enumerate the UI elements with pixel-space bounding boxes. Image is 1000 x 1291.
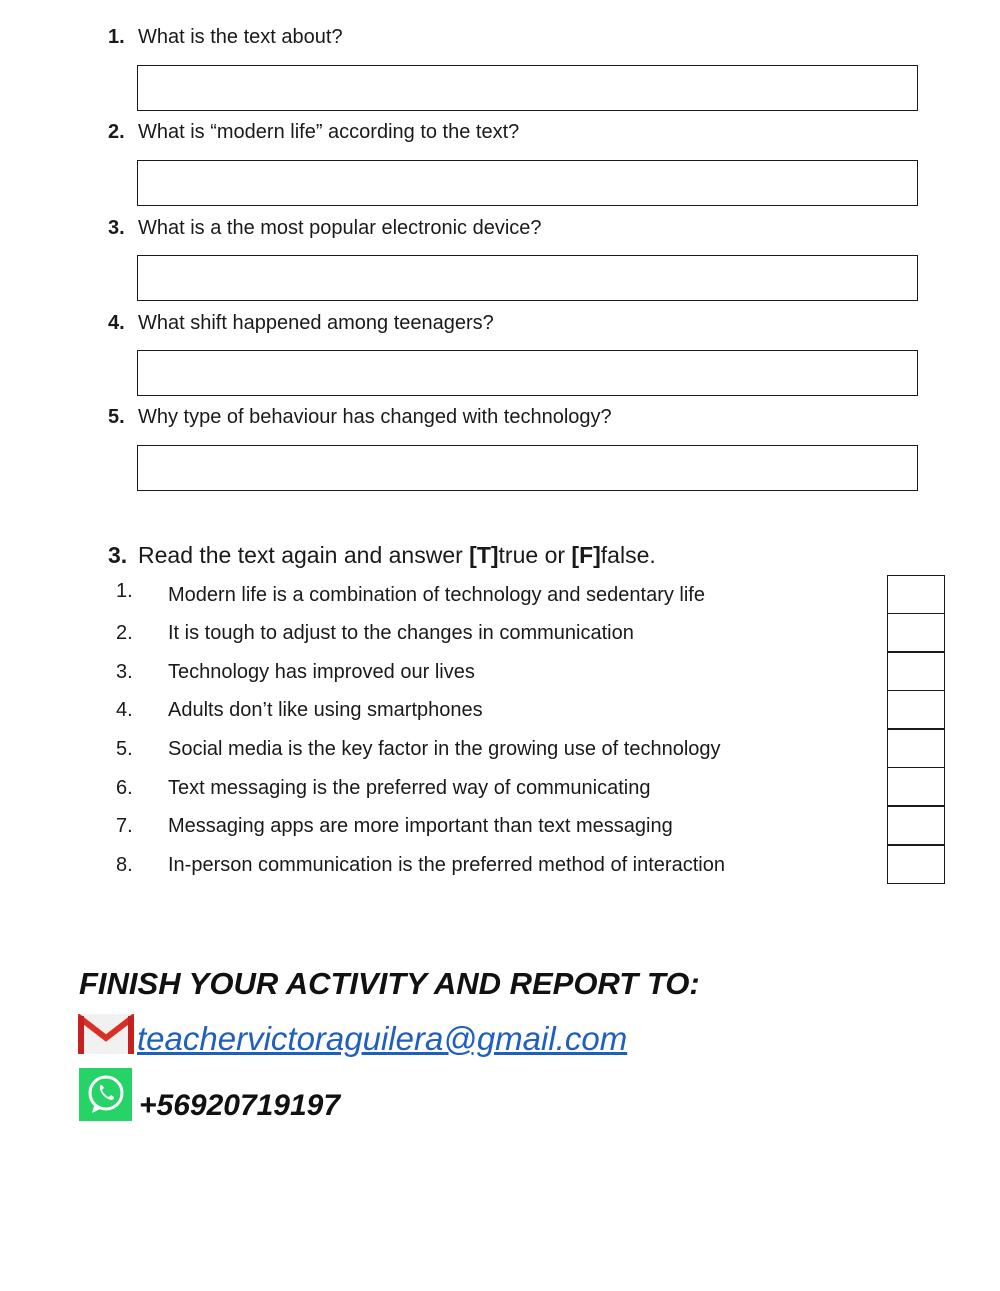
statement-row: [116, 699, 483, 722]
question-5: [108, 406, 612, 429]
tf-answer-box-3[interactable]: [887, 652, 945, 691]
question-2: [108, 121, 519, 144]
statement-number: 8.: [116, 854, 133, 876]
statement-text: It is tough to adjust to the changes in communication: [168, 622, 634, 644]
statement-row: [116, 777, 650, 800]
statement-text: Modern life is a combination of technology and sedentary life: [168, 584, 705, 606]
statement-number: 4.: [116, 699, 133, 721]
statement-row: [116, 854, 725, 877]
heading-text-after: false.: [600, 542, 656, 568]
false-marker: [F]: [571, 542, 601, 568]
section-heading: [108, 542, 656, 569]
answer-box-2[interactable]: [137, 160, 918, 206]
question-number: 5.: [108, 406, 125, 428]
tf-answer-box-5[interactable]: [887, 729, 945, 768]
statement-row: [116, 622, 634, 645]
heading-text-mid: true or: [498, 542, 572, 568]
tf-answer-box-4[interactable]: [887, 690, 945, 729]
tf-answer-box-1[interactable]: [887, 575, 945, 614]
section-number: 3.: [108, 542, 128, 568]
question-3: [108, 217, 542, 240]
question-text: What shift happened among teenagers?: [138, 312, 494, 334]
heading-text-before: Read the text again and answer: [138, 542, 470, 568]
statement-text: Text messaging is the preferred way of communicating: [168, 777, 651, 799]
question-number: 1.: [108, 26, 125, 48]
statement-number: 7.: [116, 815, 133, 837]
tf-answer-box-6[interactable]: [887, 767, 945, 806]
statement-number: 2.: [116, 622, 133, 644]
answer-box-3[interactable]: [137, 255, 918, 301]
statement-text: Messaging apps are more important than text messaging: [168, 815, 673, 837]
statement-text: In-person communication is the preferred method of interaction: [168, 854, 725, 876]
statement-text: Technology has improved our lives: [168, 661, 475, 683]
question-text: What is “modern life” according to the text?: [138, 121, 520, 143]
question-1: [108, 26, 343, 49]
finish-instruction: FINISH YOUR ACTIVITY AND REPORT TO:: [79, 966, 700, 1001]
statement-number: 1.: [116, 580, 133, 602]
tf-answer-box-8[interactable]: [887, 845, 945, 884]
question-4: [108, 312, 494, 335]
phone-number: +56920719197: [139, 1089, 341, 1122]
gmail-icon: [78, 1014, 134, 1054]
statement-text: Adults don’t like using smartphones: [168, 699, 483, 721]
true-marker: [T]: [469, 542, 499, 568]
answer-box-4[interactable]: [137, 350, 918, 396]
question-text: What is the text about?: [138, 26, 343, 48]
question-number: 3.: [108, 217, 125, 239]
statement-row: [116, 580, 705, 606]
tf-answer-box-2[interactable]: [887, 613, 945, 652]
email-link[interactable]: teachervictoraguilera@gmail.com: [137, 1020, 628, 1057]
tf-answer-box-7[interactable]: [887, 806, 945, 845]
statement-row: [116, 738, 721, 761]
statement-number: 5.: [116, 738, 133, 760]
question-text: Why type of behaviour has changed with technology?: [138, 406, 612, 428]
question-number: 4.: [108, 312, 125, 334]
statement-row: [116, 661, 475, 684]
answer-box-5[interactable]: [137, 445, 918, 491]
question-text: What is a the most popular electronic device?: [138, 217, 542, 239]
answer-box-1[interactable]: [137, 65, 918, 111]
whatsapp-icon: [79, 1068, 132, 1121]
statement-number: 6.: [116, 777, 133, 799]
question-number: 2.: [108, 121, 125, 143]
statement-number: 3.: [116, 661, 133, 683]
statement-text: Social media is the key factor in the growing use of technology: [168, 738, 721, 760]
statement-row: [116, 815, 673, 838]
